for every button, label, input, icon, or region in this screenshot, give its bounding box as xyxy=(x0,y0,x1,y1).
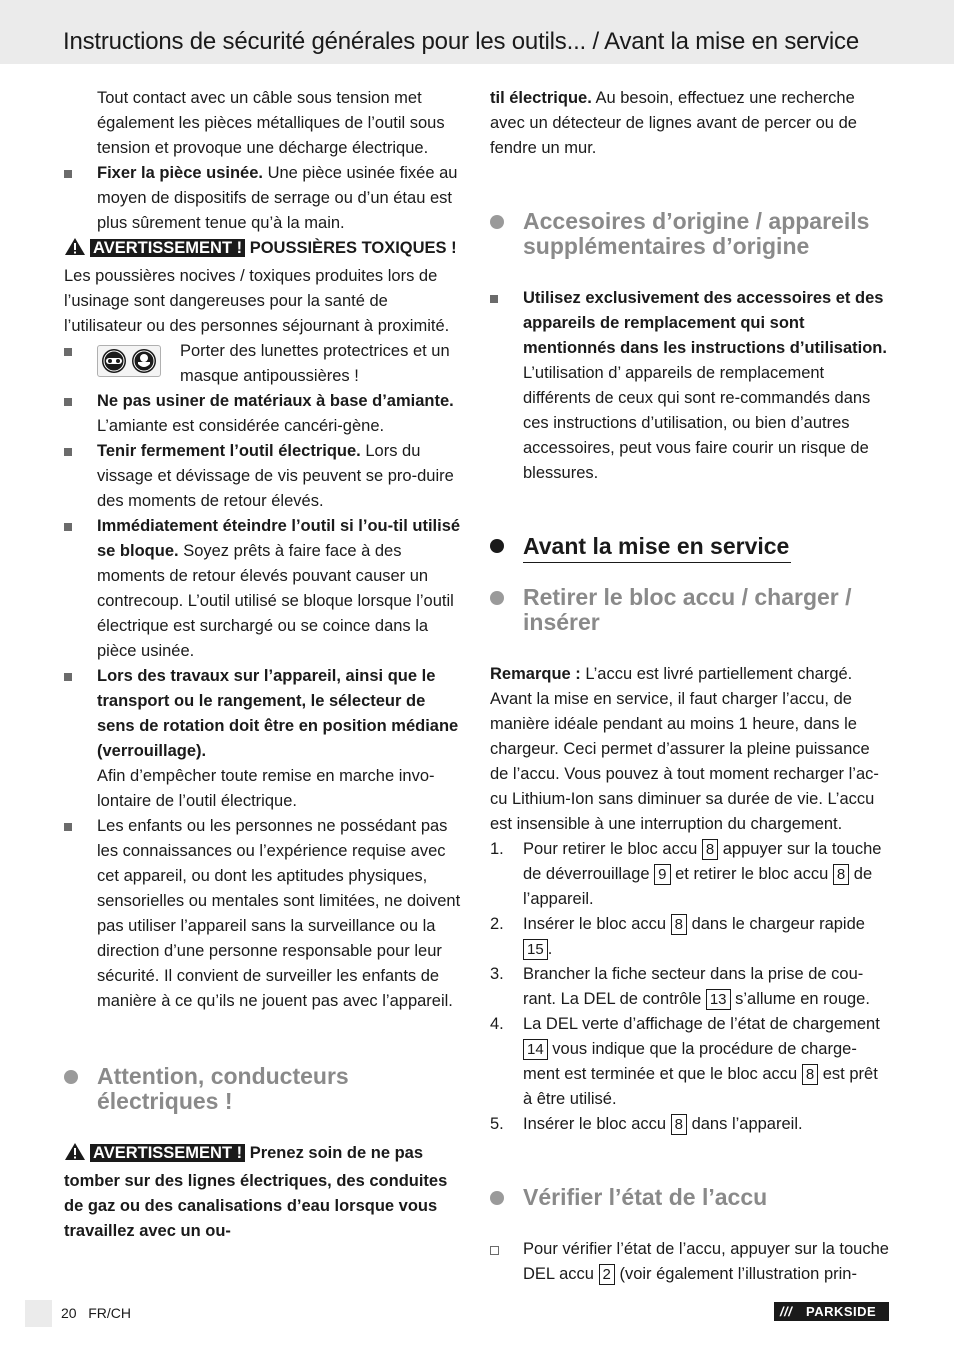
heading-accessoires: Accesoires d’origine / appareils supplémentaires d’origine xyxy=(490,209,890,259)
step-1: 1. Pour retirer le bloc accu 8 appuyer sur la touche de déverrouillage 9 et retirer le bloc accu 8 de l’appareil. xyxy=(490,840,882,908)
ref-box: 13 xyxy=(706,989,731,1010)
warning-label: AVERTISSEMENT ! xyxy=(90,239,245,257)
ref-box: 8 xyxy=(833,864,849,885)
bullet-square xyxy=(64,398,72,406)
warning-triangle-icon xyxy=(64,1142,86,1169)
ref-box: 8 xyxy=(802,1064,818,1085)
list-item-fixer: Fixer la pièce usinée. Une pièce usinée fixée au moyen de dispositifs de serrage ou d’un étau est plus sûrement tenue qu’à la main. xyxy=(64,161,464,236)
left-column xyxy=(64,86,464,1244)
goggles-icon xyxy=(101,348,127,374)
step-4: 4. La DEL verte d’affichage de l’état de chargement 14 vous indique que la procédure de charge-ment est terminée et que le bloc accu 8 est prêt à être utilisé. xyxy=(490,1015,880,1108)
ref-box: 8 xyxy=(671,1114,687,1135)
dust-mask-icon xyxy=(131,348,157,374)
bullet-square xyxy=(64,523,72,531)
ref-box: 8 xyxy=(702,839,718,860)
heading-avant-mise-en-service: Avant la mise en service xyxy=(490,532,890,563)
heading-attention: Attention, conducteurs électriques ! xyxy=(64,1064,464,1114)
list-item-accessoires: Utilisez exclusivement des accessoires et des appareils de remplacement qui sont mentionnés dans les instructions d’utilisation. L’utilisation d’ appareils de remplacement différents de ceux qui sont re-commandés dans ces instructions d’utilisation, ou bien d’autres accessoires, peut vous faire courir un risque de blessures. xyxy=(490,286,890,486)
ref-box: 15 xyxy=(523,939,548,960)
step-3: 3. Brancher la fiche secteur dans la prise de cou-rant. La DEL de contrôle 13 s’allume en rouge. xyxy=(490,965,870,1008)
heading-retirer: Retirer le bloc accu / charger / insérer xyxy=(490,585,890,635)
warning-electric: AVERTISSEMENT ! Prenez soin de ne pas tomber sur des lignes électriques, des conduites de gaz ou des canalisations d’eau lorsque vous travaillez avec un ou- xyxy=(64,1144,448,1240)
page-title: Instructions de sécurité générales pour les outils... / Avant la mise en service xyxy=(63,28,859,55)
list-item-tenir: Tenir fermement l’outil électrique. Lors du vissage et dévissage de vis peuvent se pro-duire des moments de retour élevés. xyxy=(64,439,464,514)
footer-page-info xyxy=(61,1305,131,1321)
bullet-square xyxy=(490,295,498,303)
language-code: FR/CH xyxy=(88,1305,132,1321)
heading-dot xyxy=(64,1070,78,1084)
protective-equipment-icons xyxy=(97,345,161,377)
bullet-square xyxy=(64,170,72,178)
list-item-goggles: Porter des lunettes protectrices et un masque antipoussières ! xyxy=(64,339,464,389)
ref-box: 14 xyxy=(523,1039,548,1060)
list-item-travaux: Lors des travaux sur l’appareil, ainsi que le transport ou le rangement, le sélecteur de sens de rotation doit être en position médiane (verrouillage). Afin d’empêcher toute remise en marche invo-lontaire de l’outil électrique. xyxy=(64,664,464,814)
bullet-square xyxy=(64,823,72,831)
heading-dot xyxy=(490,591,504,605)
right-column xyxy=(490,86,890,1287)
heading-dot xyxy=(490,539,504,553)
bullet-square xyxy=(64,673,72,681)
ref-box: 8 xyxy=(671,914,687,935)
warning-dust: AVERTISSEMENT ! POUSSIÈRES TOXIQUES ! Les poussières nocives / toxiques produites lors de l’usinage sont dangereuses pour la santé de l’utilisateur ou des personnes séjournant à proximité. xyxy=(64,239,457,335)
brand-logo: /// PARKSIDE xyxy=(774,1302,889,1321)
step-5: 5. Insérer le bloc accu 8 dans l’appareil. xyxy=(490,1115,803,1133)
contact-paragraph: Tout contact avec un câble sous tension met également les pièces métalliques de l’outil sous tension et provoque une décharge électrique. xyxy=(97,89,445,157)
warning-label: AVERTISSEMENT ! xyxy=(90,1144,245,1162)
bullet-open-square xyxy=(490,1246,499,1255)
page-number: 20 xyxy=(61,1305,77,1321)
continued-paragraph: til électrique. Au besoin, effectuez une recherche avec un détecteur de lignes avant de percer ou de fendre un mur. xyxy=(490,89,857,157)
list-item-immediatement: Immédiatement éteindre l’outil si l’ou-til utilisé se bloque. Soyez prêts à faire face à des moments de retour élevés pouvant causer un contrecoup. L’outil utilisé se bloque lorsque l’outil électrique est surchargé ou se coince dans la pièce usinée. xyxy=(64,514,464,664)
list-item-verifier: Pour vérifier l’état de l’accu, appuyer sur la touche DEL accu 2 (voir également l’illustration prin- xyxy=(490,1237,890,1287)
list-item-amiante: Ne pas usiner de matériaux à base d’amiante. L’amiante est considérée cancéri-gène. xyxy=(64,389,464,439)
warning-triangle-icon xyxy=(64,237,86,264)
footer-page-box xyxy=(25,1300,52,1327)
bullet-square xyxy=(64,448,72,456)
step-2: 2. Insérer le bloc accu 8 dans le chargeur rapide 15 . xyxy=(490,915,865,958)
heading-dot xyxy=(490,1191,504,1205)
ref-box: 2 xyxy=(599,1264,615,1285)
heading-dot xyxy=(490,215,504,229)
heading-verifier: Vérifier l’état de l’accu xyxy=(490,1185,890,1210)
ref-box: 9 xyxy=(654,864,670,885)
remarque-paragraph: Remarque : L’accu est livré partiellement chargé. Avant la mise en service, il faut charger l’accu, de manière idéale pendant au moins 1 heure, dans le chargeur. Ceci permet d’assurer la pleine puissance de l’accu. Vous pouvez à tout moment recharger l’ac-cu Lithium-Ion sans diminuer sa durée de vie. L’accu est insensible à une interruption du chargement. xyxy=(490,665,879,833)
bullet-square xyxy=(64,348,72,356)
list-item-enfants: Les enfants ou les personnes ne possédant pas les connaissances ou l’expérience requise avec cet appareil, ou dont les aptitudes physiques, sensorielles ou mentales sont limitées, ne doivent pas utiliser l’appareil sans la surveillance ou la direction d’une personne responsable pour leur sécurité. Il convient de surveiller les enfants de manière à ce qu’ils ne jouent pas avec l’appareil. xyxy=(64,814,464,1014)
